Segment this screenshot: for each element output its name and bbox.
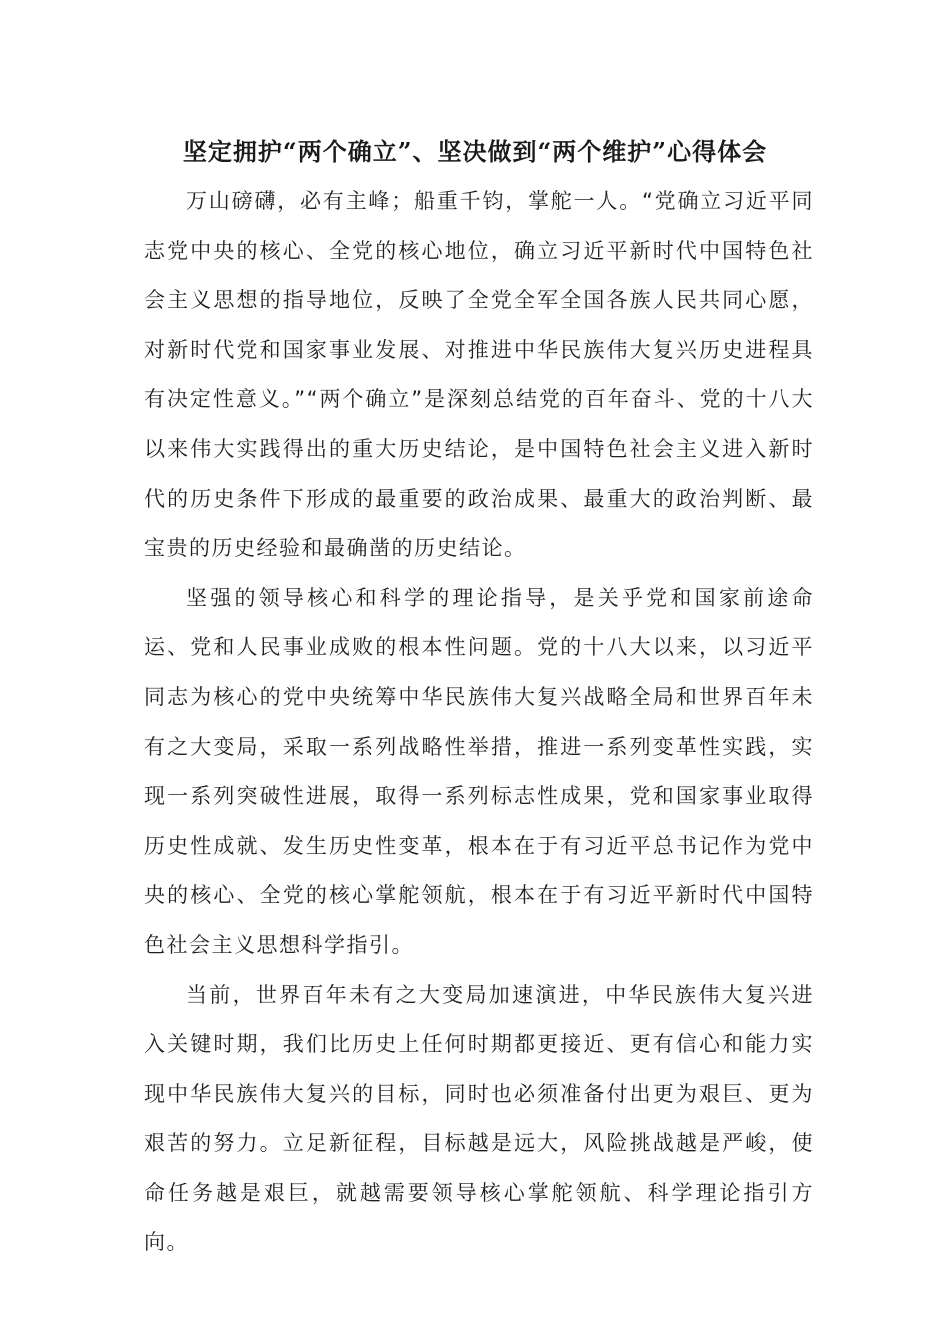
- document-title: 坚定拥护“两个确立”、坚决做到“两个维护”心得体会: [182, 137, 768, 166]
- paragraph-1: 万山磅礴，必有主峰；船重千钧，掌舵一人。“党确立习近平同志党中央的核心、全党的核心地位，确立习近平新时代中国特色社会主义思想的指导地位，反映了全党全军全国各族人民共同心愿，对新时代党和国家事业发展、对推进中华民族伟大复兴历史进程具有决定性意义。”“两个确立”是深刻总结党的百年奋斗、党的十八大以来伟大实践得出的重大历史结论，是中国特色社会主义进入新时代的历史条件下形成的最重要的政治成果、最重大的政治判断、最宝贵的历史经验和最确凿的历史结论。: [144, 189, 814, 561]
- paragraph-2: 坚强的领导核心和科学的理论指导，是关乎党和国家前途命运、党和人民事业成败的根本性问题。党的十八大以来，以习近平同志为核心的党中央统筹中华民族伟大复兴战略全局和世界百年未有之大变局，采取一系列战略性举措，推进一系列变革性实践，实现一系列突破性进展，取得一系列标志性成果，党和国家事业取得历史性成就、发生历史性变革，根本在于有习近平总书记作为党中央的核心、全党的核心掌舵领航，根本在于有习近平新时代中国特色社会主义思想科学指引。: [144, 585, 814, 957]
- document-body: [144, 177, 814, 1268]
- paragraph-3: 当前，世界百年未有之大变局加速演进，中华民族伟大复兴进入关键时期，我们比历史上任何时期都更接近、更有信心和能力实现中华民族伟大复兴的目标，同时也必须准备付出更为艰巨、更为艰苦的努力。立足新征程，目标越是远大，风险挑战越是严峻，使命任务越是艰巨，就越需要领导核心掌舵领航、科学理论指引方向。: [144, 982, 814, 1255]
